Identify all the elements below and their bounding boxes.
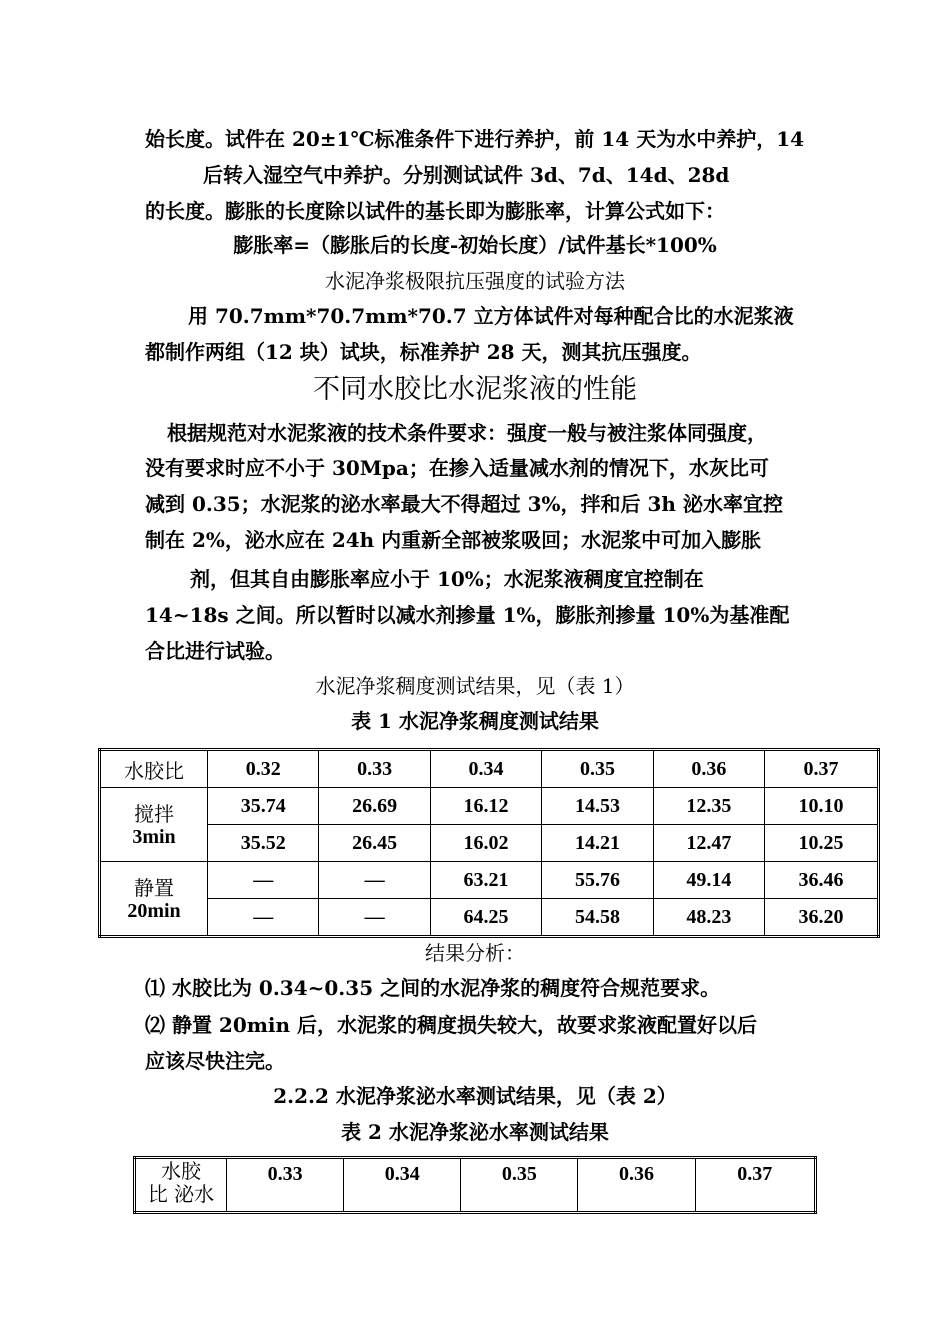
table-header-cell: 0.35	[461, 1158, 578, 1213]
table-header-cell: 0.37	[765, 750, 879, 788]
table-header-cell: 0.33	[319, 750, 430, 788]
group-label-main: 静置	[134, 875, 174, 900]
table-cell: 10.10	[765, 788, 879, 825]
table-cell: 54.58	[542, 899, 653, 937]
table-header-cell	[135, 1158, 227, 1213]
table-cell: 49.14	[653, 862, 764, 899]
table-cell: 48.23	[653, 899, 764, 937]
table-cell: 14.21	[542, 825, 653, 862]
table-reference-line: 水泥净浆稠度测试结果，见（表 1）	[315, 674, 635, 698]
table-cell: 12.47	[653, 825, 764, 862]
group-label-sub: 3min	[132, 825, 176, 848]
formula-line: 膨胀率=（膨胀后的长度-初始长度）/试件基长*100%	[233, 233, 717, 257]
paragraph-line: 的长度。膨胀的长度除以试件的基长即为膨胀率，计算公式如下：	[145, 199, 725, 223]
header-label-line: 比 泌水	[147, 1182, 215, 1206]
table-cell: 16.02	[430, 825, 541, 862]
table-header-cell: 0.32	[208, 750, 319, 788]
table-cell: 63.21	[430, 862, 541, 899]
paragraph-line: 剂，但其自由膨胀率应小于 10%；水泥浆液稠度宜控制在	[190, 567, 704, 591]
table-cell: —	[208, 862, 319, 899]
table2-caption: 表 2 水泥净浆泌水率测试结果	[341, 1120, 609, 1144]
analysis-item-text: ⑵ 静置 20min 后，水泥浆的稠度损失较大，故要求浆液配置好以后	[145, 1013, 758, 1037]
table-row	[100, 788, 879, 825]
table-cell: 26.69	[319, 788, 430, 825]
table-reference-line: 2.2.2 水泥净浆泌水率测试结果，见（表 2）	[273, 1084, 677, 1108]
analysis-item-text: ⑴ 水胶比为 0.34~0.35 之间的水泥净浆的稠度符合规范要求。	[145, 976, 721, 1000]
table-cell: 36.46	[765, 862, 879, 899]
table-cell: 26.45	[319, 825, 430, 862]
table-header-cell: 水胶比	[100, 750, 208, 788]
table-cell: 10.25	[765, 825, 879, 862]
analysis-title: 结果分析：	[425, 941, 525, 965]
analysis-item	[0, 1012, 950, 1038]
paragraph-line: 应该尽快注完。	[145, 1049, 285, 1073]
table-row	[100, 899, 879, 937]
table-header-cell: 0.33	[227, 1158, 344, 1213]
table-row	[135, 1158, 816, 1213]
table-cell: 64.25	[430, 899, 541, 937]
paragraph-line: 合比进行试验。	[145, 639, 285, 663]
group-label-main: 搅拌	[134, 801, 174, 826]
table-row	[100, 825, 879, 862]
section-heading: 不同水胶比水泥浆液的性能	[313, 374, 637, 405]
header-label-line: 水胶	[161, 1159, 201, 1183]
section-subtitle: 水泥净浆极限抗压强度的试验方法	[325, 269, 625, 293]
table-row	[100, 750, 879, 788]
row-group-label	[100, 862, 208, 937]
table-header-cell: 0.37	[695, 1158, 815, 1213]
table-cell: 16.12	[430, 788, 541, 825]
table-row	[100, 862, 879, 899]
paragraph-line: 减到 0.35；水泥浆的泌水率最大不得超过 3%，拌和后 3h 泌水率宜控	[145, 492, 783, 516]
table-cell: —	[319, 862, 430, 899]
paragraph-line: 根据规范对水泥浆液的技术条件要求：强度一般与被注浆体同强度，	[167, 421, 767, 445]
table-cell: 35.52	[208, 825, 319, 862]
table-cell: —	[208, 899, 319, 937]
paragraph-line: 没有要求时应不小于 30Mpa；在掺入适量减水剂的情况下，水灰比可	[145, 456, 769, 480]
paragraph-line: 始长度。试件在 20±1℃标准条件下进行养护，前 14 天为水中养护，14	[145, 127, 805, 151]
table-header-cell: 0.36	[653, 750, 764, 788]
table-cell: —	[319, 899, 430, 937]
table1-caption: 表 1 水泥净浆稠度测试结果	[351, 709, 599, 733]
paragraph-line: 都制作两组（12 块）试块，标准养护 28 天，测其抗压强度。	[145, 340, 702, 364]
table-header-cell: 0.35	[542, 750, 653, 788]
group-label-sub: 20min	[127, 899, 181, 922]
table-header-cell: 0.36	[578, 1158, 695, 1213]
table-header-cell: 0.34	[344, 1158, 461, 1213]
table-cell: 14.53	[542, 788, 653, 825]
table-header-cell: 0.34	[430, 750, 541, 788]
paragraph-line: 制在 2%，泌水应在 24h 内重新全部被浆吸回；水泥浆中可加入膨胀	[145, 528, 762, 552]
paragraph-line: 14~18s 之间。所以暂时以减水剂掺量 1%，膨胀剂掺量 10%为基准配	[145, 603, 790, 627]
table1	[98, 748, 880, 938]
analysis-item	[0, 975, 950, 1001]
table-cell: 12.35	[653, 788, 764, 825]
table-cell: 36.20	[765, 899, 879, 937]
table-cell: 55.76	[542, 862, 653, 899]
paragraph-line: 后转入湿空气中养护。分别测试试件 3d、7d、14d、28d	[203, 163, 730, 187]
table-cell: 35.74	[208, 788, 319, 825]
table2	[133, 1156, 817, 1214]
paragraph-line: 用 70.7mm*70.7mm*70.7 立方体试件对每种配合比的水泥浆液	[188, 304, 794, 328]
row-group-label	[100, 788, 208, 862]
